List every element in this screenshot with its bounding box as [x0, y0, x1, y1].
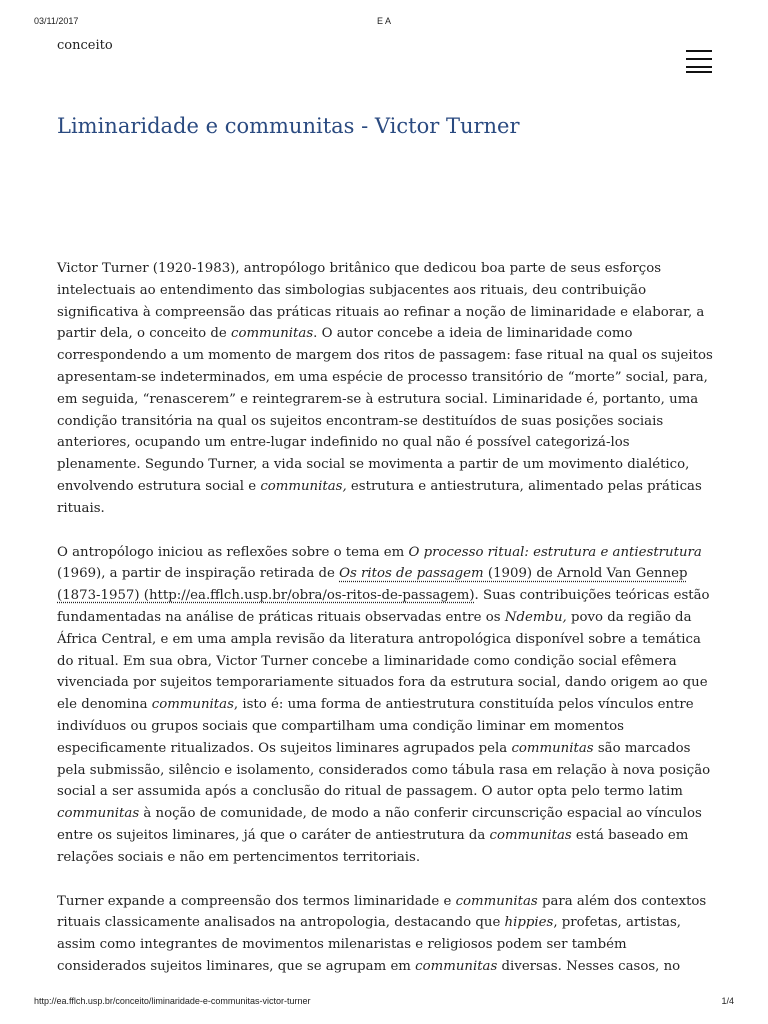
page-count: 1/4: [721, 996, 734, 1006]
print-page-title: E A: [376, 16, 391, 26]
page-title: Liminaridade e communitas - Victor Turner: [57, 114, 520, 138]
paragraph-1: Victor Turner (1920-1983), antropólogo britânico que dedicou boa parte de seus esforços intelectuais ao entendimento das simbologias subjacentes aos rituais, deu contribuição significativa à compreensão das práticas rituais ao refinar a noção de liminaridade e elaborar, a partir dela, o conceito de communitas. O autor concebe a ideia de liminaridade como correspondendo a um momento de margem dos ritos de passagem: fase ritual na qual os sujeitos apresentam-se indeterminados, em uma espécie de processo transitório de “morte” social, para, em seguida, “renascerem” e reintegrarem-se à estrutura social. Liminaridade é, portanto, uma condição transitória na qual os sujeitos encontram-se destituídos de suas posições sociais anteriores, ocupando um entre-lugar indefinido no qual não é possível categorizá-los plenamente. Segundo Turner, a vida social se movimenta a partir de um movimento dialético, envolvendo estrutura social e communitas, estrutura e antiestrutura, alimentado pelas práticas rituais.: [57, 261, 713, 516]
paragraph-3: Turner expande a compreensão dos termos liminaridade e communitas para além dos contextos rituais classicamente analisados na antropologia, destacando que hippies, profetas, artistas, assim como integrantes de movimentos milenaristas e religiosos podem ser também considerados sujeitos liminares, que se agrupam em communitas diversas. Nesses casos, no: [57, 893, 707, 974]
print-date: 03/11/2017: [34, 16, 79, 26]
print-url: http://ea.fflch.usp.br/conceito/liminaridade-e-communitas-victor-turner: [34, 996, 311, 1006]
link-os-ritos-de-passagem[interactable]: Os ritos de passagem (1909) de Arnold Van Gennep (1873-1957) (http://ea.fflch.usp.br/obra/os-ritos-de-passagem): [57, 566, 688, 604]
article-body: [57, 258, 717, 1000]
paragraph-2: O antropólogo iniciou as reflexões sobre o tema em O processo ritual: estrutura e antiestrutura (1969), a partir de inspiração retirada de Os ritos de passagem (1909) de Arnold Van Gennep (1873-1957) (http://ea.fflch.usp.br/obra/os-ritos-de-passagem). Suas contribuições teóricas estão fundamentadas na análise de práticas rituais observadas entre os Ndembu, povo da região da África Central, e em uma ampla revisão da literatura antropológica disponível sobre a temática do ritual. Em sua obra, Victor Turner concebe a liminaridade como condição social efêmera vivenciada por sujeitos temporariamente situados fora da estrutura social, dando origem ao que ele denomina communitas, isto é: uma forma de antiestrutura constituída pelos vínculos entre indivíduos ou grupos sociais que compartilham uma condição liminar em momentos especificamente ritualizados. Os sujeitos liminares agrupados pela communitas são marcados pela submissão, silêncio e isolamento, considerados como tábula rasa em relação à nova posição social a ser assumida após a conclusão do ritual de passagem. O autor opta pelo termo latim communitas à noção de comunidade, de modo a não conferir circunscrição espacial ao vínculos entre os sujeitos liminares, já que o caráter de antiestrutura da communitas está baseado em relações sociais e não em pertencimentos territoriais.: [57, 544, 711, 865]
hamburger-menu-icon[interactable]: [686, 48, 712, 72]
breadcrumb[interactable]: conceito: [57, 38, 113, 53]
